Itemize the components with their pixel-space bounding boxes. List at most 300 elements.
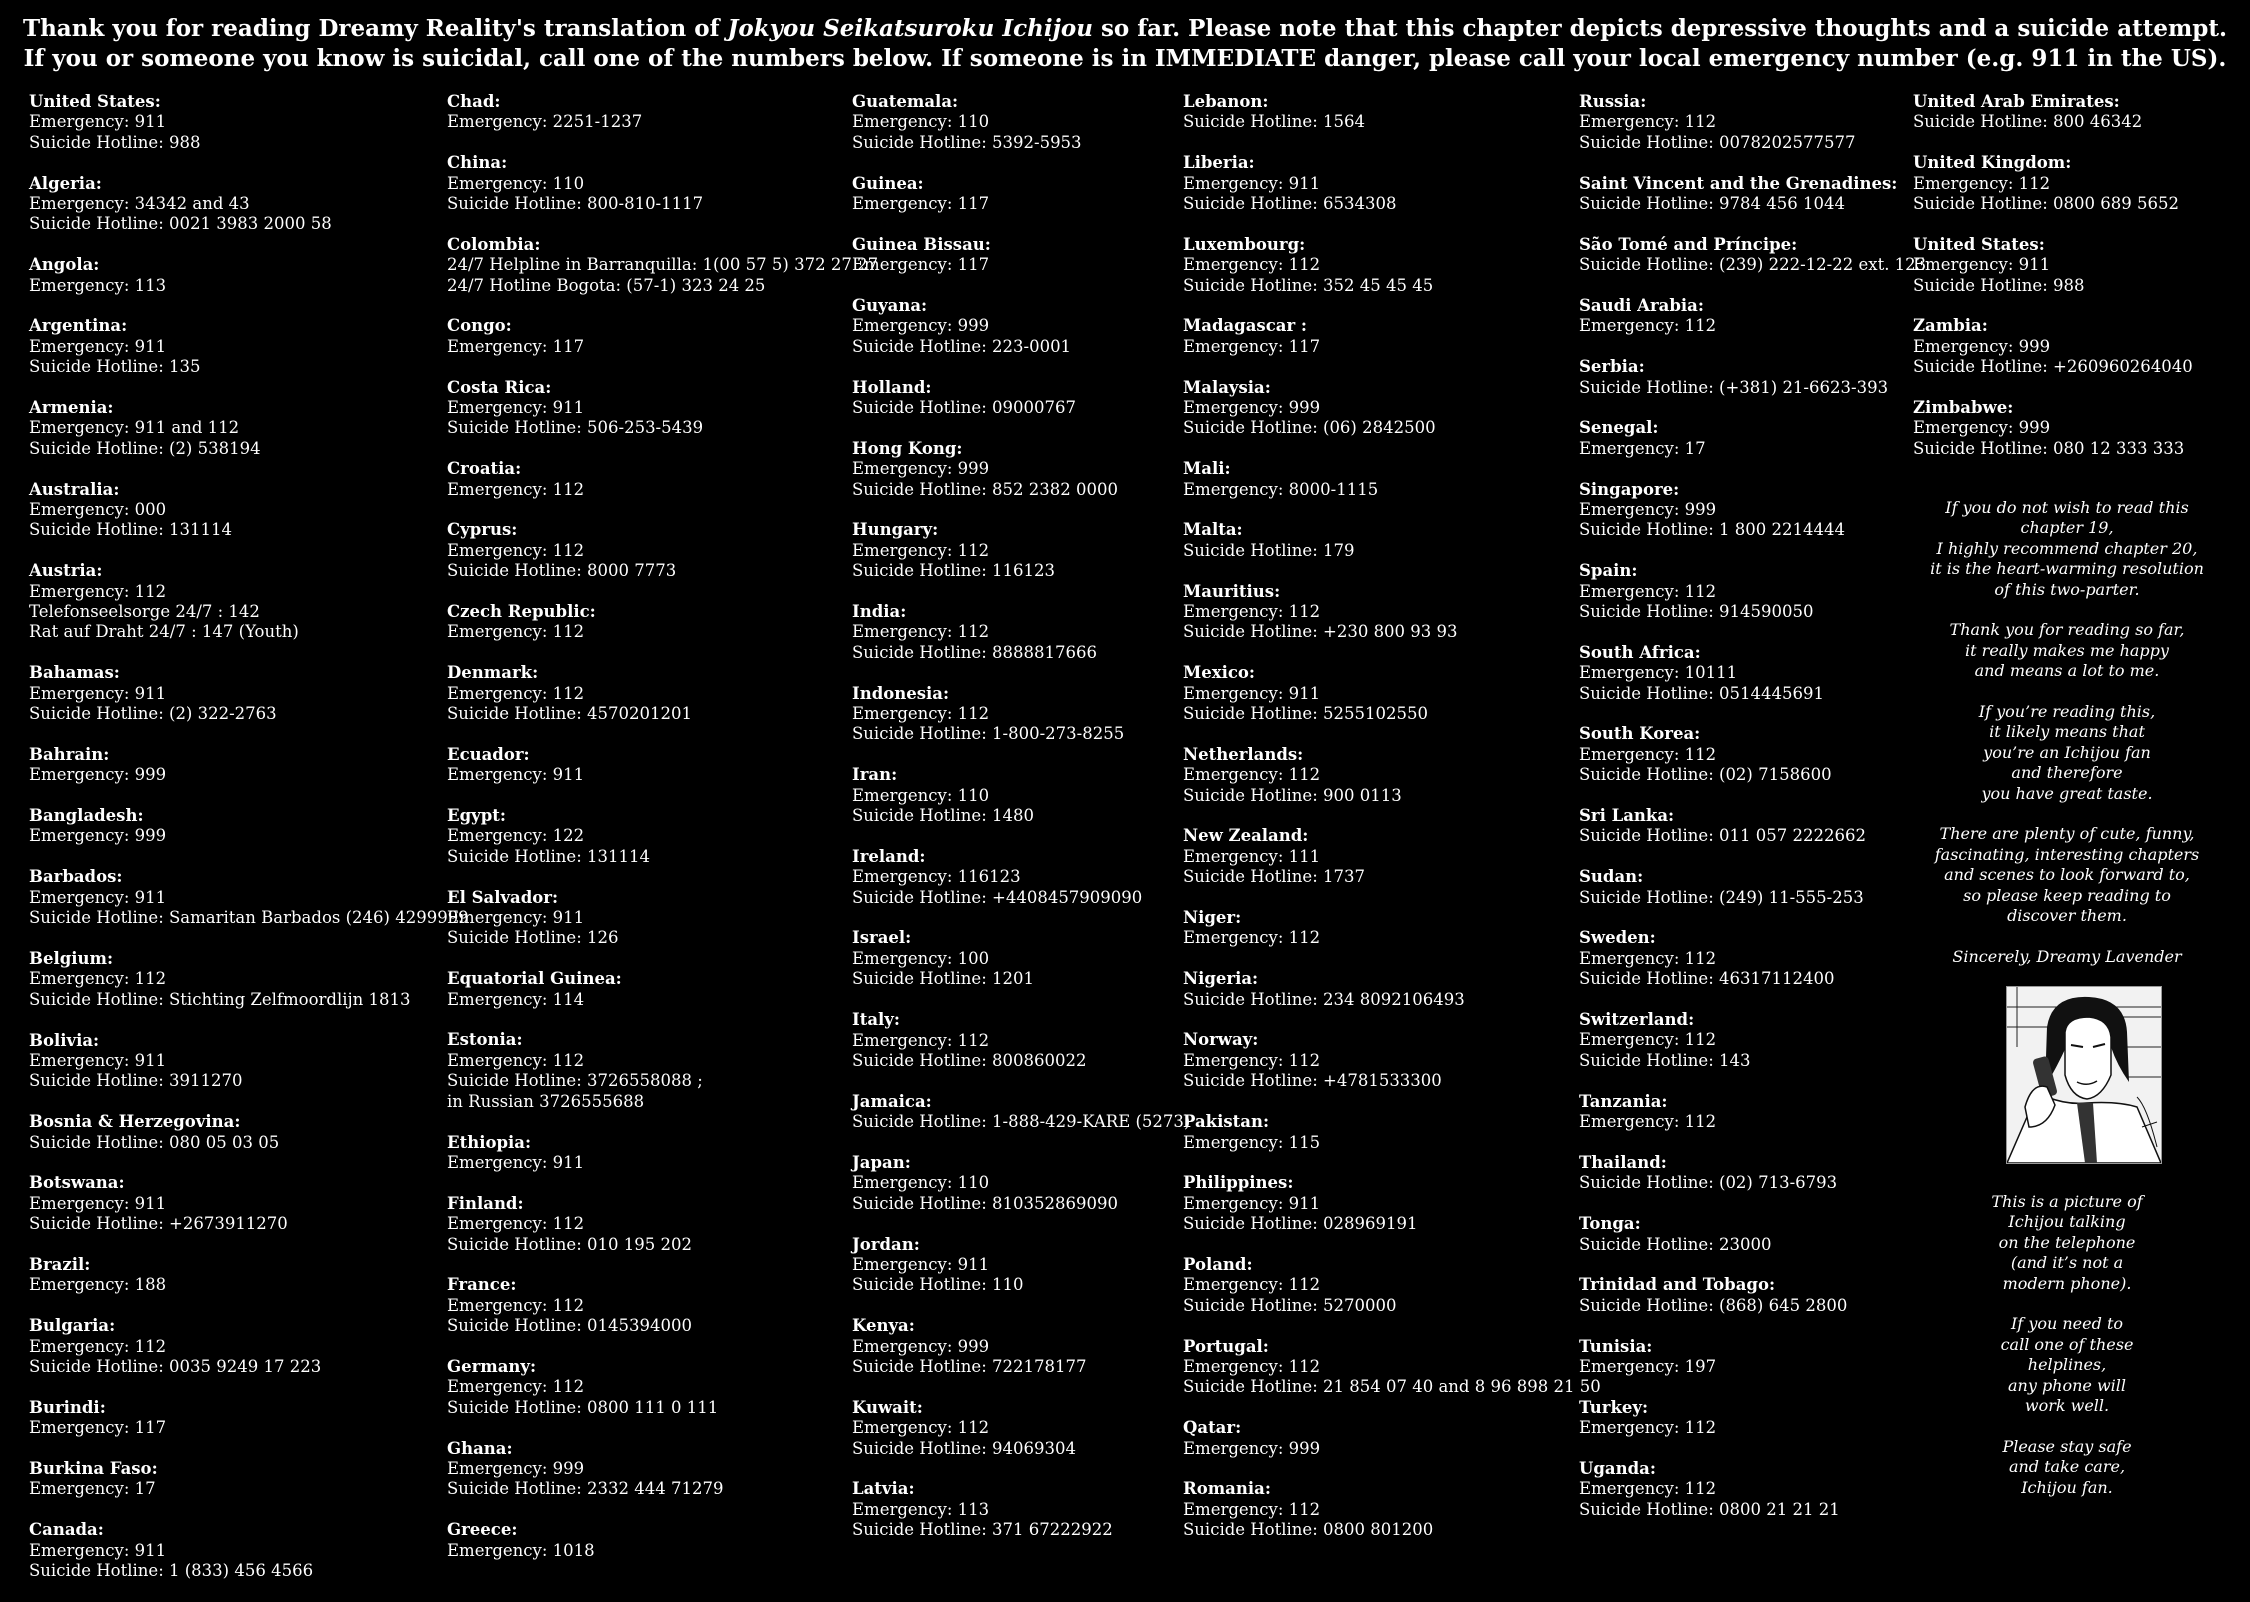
country-name: South Korea:: [1579, 724, 1701, 744]
hotline-number: Emergency: 999: [1183, 1438, 1321, 1458]
hotline-number: Suicide Hotline: 0800 21 21 21: [1579, 1499, 1840, 1519]
hotline-number: Emergency: 911: [852, 1254, 990, 1274]
country-entry: [1183, 1030, 1601, 1091]
hotline-number: Emergency: 999: [1579, 500, 1717, 520]
country-entry: [1579, 92, 1926, 153]
hotline-number: 24/7 Hotline Bogota: (57-1) 323 24 25: [447, 275, 766, 295]
hotline-number: Suicide Hotline: 028969191: [1183, 1214, 1418, 1234]
country-entry: [29, 867, 469, 928]
hotline-number: Emergency: 112: [447, 1050, 585, 1070]
country-name: United States:: [1913, 234, 2045, 254]
hotline-number: Emergency: 112: [1579, 744, 1717, 764]
hotline-number: Emergency: 115: [1183, 1132, 1321, 1152]
hotline-number: Emergency: 112: [1183, 255, 1321, 275]
hotline-number: Suicide Hotline: 800 46342: [1913, 112, 2143, 132]
hotline-number: Suicide Hotline: (249) 11-555-253: [1579, 887, 1864, 907]
country-entry: [1183, 1418, 1601, 1459]
note-paragraph: If you need to call one of these helplines, any phone will work well.: [2000, 1314, 2134, 1416]
country-entry: [1579, 643, 1926, 704]
country-entry: [852, 1398, 1190, 1459]
hotline-number: Suicide Hotline: 94069304: [852, 1438, 1076, 1458]
hotline-number: Emergency: 112: [1579, 1030, 1717, 1050]
hotline-number: Emergency: 113: [852, 1499, 990, 1519]
country-entry: [447, 316, 878, 357]
country-name: Sweden:: [1579, 928, 1656, 948]
hotline-number: Suicide Hotline: 506-253-5439: [447, 418, 704, 438]
country-entry: [29, 398, 469, 459]
country-name: Mali:: [1183, 459, 1231, 479]
hotline-number: Emergency: 911: [447, 1152, 585, 1172]
hotline-number: Suicide Hotline: 179: [1183, 540, 1355, 560]
hotline-number: Emergency: 911: [1183, 683, 1321, 703]
country-entry: [1183, 92, 1601, 133]
hotline-number: Emergency: 911: [29, 336, 167, 356]
country-entry: [1913, 235, 2193, 296]
hotline-number: Suicide Hotline: 1 800 2214444: [1579, 520, 1845, 540]
note-signature: Sincerely, Dreamy Lavender: [1952, 946, 2182, 966]
hotline-number: Emergency: 112: [1183, 1275, 1321, 1295]
hotline-number: Emergency: 112: [447, 1214, 585, 1234]
country-entry: [852, 174, 1190, 215]
hotline-number: Emergency: 17: [29, 1479, 156, 1499]
country-name: El Salvador:: [447, 887, 559, 907]
hotline-number: Emergency: 112: [1183, 1356, 1321, 1376]
hotline-number: Emergency: 17: [1579, 438, 1706, 458]
country-name: Lebanon:: [1183, 92, 1269, 111]
hotline-number: Suicide Hotline: 1564: [1183, 112, 1365, 132]
country-entry: [1579, 235, 1926, 276]
country-entry: [1579, 1459, 1926, 1520]
country-entry: [447, 888, 878, 949]
hotline-number: Suicide Hotline: 143: [1579, 1050, 1751, 1070]
country-name: Tonga:: [1579, 1214, 1641, 1234]
country-name: Romania:: [1183, 1479, 1271, 1499]
hotline-number: Suicide Hotline: 126: [447, 928, 619, 948]
country-name: United Kingdom:: [1913, 153, 2072, 173]
country-entry: [1183, 153, 1601, 214]
hotline-number: in Russian 3726555688: [447, 1091, 645, 1111]
country-name: Indonesia:: [852, 683, 950, 703]
country-entry: [852, 235, 1190, 276]
hotline-number: Emergency: 112: [1579, 948, 1717, 968]
hotline-number: Suicide Hotline: 0800 689 5652: [1913, 194, 2179, 214]
hotline-number: Emergency: 112: [29, 581, 167, 601]
country-name: Mexico:: [1183, 663, 1256, 683]
hotline-number: Emergency: 999: [1183, 398, 1321, 418]
hotline-number: Emergency: 112: [1579, 1479, 1717, 1499]
hotline-number: Emergency: 117: [447, 336, 585, 356]
hotline-number: Emergency: 111: [1183, 846, 1321, 866]
hotline-number: Emergency: 122: [447, 826, 585, 846]
country-entry: [852, 602, 1190, 663]
hotline-number: Emergency: 112: [852, 704, 990, 724]
hotline-number: Suicide Hotline: 0145394000: [447, 1316, 692, 1336]
hotline-column-3: [852, 92, 1190, 1561]
country-entry: [1579, 418, 1926, 459]
country-entry: [447, 806, 878, 867]
hotline-number: Emergency: 911: [447, 765, 585, 785]
country-name: Liberia:: [1183, 153, 1255, 173]
country-name: Congo:: [447, 316, 512, 336]
country-entry: [447, 602, 878, 643]
hotline-number: Suicide Hotline: 46317112400: [1579, 969, 1835, 989]
country-name: Israel:: [852, 928, 912, 948]
country-name: Norway:: [1183, 1030, 1259, 1050]
hotline-number: Suicide Hotline: 810352869090: [852, 1193, 1118, 1213]
hotline-number: Suicide Hotline: 371 67222922: [852, 1520, 1113, 1540]
country-name: Germany:: [447, 1356, 537, 1376]
hotline-number: Suicide Hotline: 1737: [1183, 867, 1365, 887]
country-entry: [1579, 1275, 1926, 1316]
hotline-number: Suicide Hotline: 352 45 45 45: [1183, 275, 1434, 295]
country-name: Ghana:: [447, 1438, 513, 1458]
country-entry: [29, 1112, 469, 1153]
country-entry: [1183, 826, 1601, 887]
hotline-number: Suicide Hotline: 1480: [852, 806, 1034, 826]
country-name: Jordan:: [852, 1234, 920, 1254]
hotline-number: Emergency: 117: [1183, 336, 1321, 356]
country-name: New Zealand:: [1183, 826, 1309, 846]
country-name: Serbia:: [1579, 357, 1645, 377]
country-entry: [1579, 296, 1926, 337]
hotline-number: Emergency: 112: [1183, 765, 1321, 785]
hotline-number: Emergency: 112: [1579, 1418, 1717, 1438]
note-paragraph: Thank you for reading so far, it really makes me happy and means a lot to me.: [1949, 620, 2185, 681]
hotline-number: Emergency: 999: [852, 1336, 990, 1356]
country-entry: [852, 1479, 1190, 1540]
country-name: Sudan:: [1579, 867, 1644, 887]
country-name: Singapore:: [1579, 479, 1680, 499]
country-entry: [447, 520, 878, 581]
hotline-number: Suicide Hotline: Stichting Zelfmoordlijn 1813: [29, 989, 411, 1009]
hotline-number: Emergency: 112: [29, 969, 167, 989]
hotline-column-2: [447, 92, 878, 1581]
hotline-number: Emergency: 110: [852, 1173, 990, 1193]
hotline-number: Suicide Hotline: 988: [1913, 275, 2085, 295]
country-name: Latvia:: [852, 1479, 915, 1499]
hotline-number: Emergency: 112: [1579, 1112, 1717, 1132]
ichijou-telephone-illustration: [2006, 986, 2162, 1164]
hotline-number: Emergency: 911: [29, 1050, 167, 1070]
hotline-number: Emergency: 112: [1913, 173, 2051, 193]
ichijou-telephone-drawing: [2007, 987, 2161, 1163]
hotline-number: Emergency: 999: [29, 826, 167, 846]
hotline-number: Emergency: 116123: [852, 867, 1021, 887]
country-entry: [1913, 398, 2193, 459]
hotline-number: Suicide Hotline: +4408457909090: [852, 887, 1143, 907]
note-paragraph: If you do not wish to read this chapter 19, I highly recommend chapter 20, it is the heart-warming resolution of this two-parter.: [1930, 498, 2204, 599]
country-entry: [447, 92, 878, 133]
country-name: China:: [447, 153, 508, 173]
hotline-number: Emergency: 999: [447, 1458, 585, 1478]
hotline-number: Emergency: 10111: [1579, 663, 1738, 683]
hotline-number: Suicide Hotline: 914590050: [1579, 602, 1814, 622]
country-entry: [1913, 316, 2193, 377]
country-name: São Tomé and Príncipe:: [1579, 234, 1798, 254]
country-entry: [1579, 1214, 1926, 1255]
hotline-number: Suicide Hotline: 5255102550: [1183, 704, 1428, 724]
country-name: Canada:: [29, 1520, 104, 1540]
header-line-1: Thank you for reading Dreamy Reality's translation of Jokyou Seikatsuroku Ichijou so far. Please note that this chapter depicts depressive thoughts and a suicide attempt.: [22, 15, 2228, 42]
country-name: Equatorial Guinea:: [447, 969, 622, 989]
country-entry: [29, 663, 469, 724]
hotline-number: Emergency: 112: [852, 1030, 990, 1050]
hotline-number: Emergency: 1018: [447, 1540, 595, 1560]
country-name: Thailand:: [1579, 1152, 1667, 1172]
hotline-number: Emergency: 911: [29, 112, 167, 132]
note-paragraph: This is a picture of Ichijou talking on the telephone (and it’s not a modern phone).: [1991, 1192, 2143, 1293]
country-entry: [1579, 480, 1926, 541]
country-name: Chad:: [447, 92, 501, 111]
hotline-number: Suicide Hotline: (02) 7158600: [1579, 765, 1832, 785]
country-entry: [1579, 1153, 1926, 1194]
country-name: Guatemala:: [852, 92, 959, 111]
country-entry: [1183, 1173, 1601, 1234]
hotline-number: Emergency: 112: [29, 1336, 167, 1356]
hotline-number: Suicide Hotline: 131114: [29, 520, 232, 540]
hotline-number: Emergency: 188: [29, 1275, 167, 1295]
country-entry: [1913, 153, 2193, 214]
country-name: Kenya:: [852, 1316, 915, 1336]
country-entry: [29, 806, 469, 847]
country-name: Ecuador:: [447, 744, 530, 764]
hotline-number: Emergency: 100: [852, 948, 990, 968]
hotline-number: Emergency: 197: [1579, 1356, 1717, 1376]
country-entry: [29, 1520, 469, 1581]
hotline-number: Suicide Hotline: 011 057 2222662: [1579, 826, 1866, 846]
country-entry: [1579, 1398, 1926, 1439]
country-entry: [447, 745, 878, 786]
country-entry: [447, 663, 878, 724]
country-name: Angola:: [29, 255, 100, 275]
country-name: Niger:: [1183, 908, 1242, 928]
hotline-number: Emergency: 112: [1579, 581, 1717, 601]
hotline-number: Emergency: 911 and 112: [29, 418, 240, 438]
country-name: Croatia:: [447, 459, 522, 479]
country-name: Ethiopia:: [447, 1132, 532, 1152]
country-name: Greece:: [447, 1520, 518, 1540]
country-name: Estonia:: [447, 1030, 523, 1050]
country-name: Guyana:: [852, 296, 928, 316]
country-entry: [852, 1235, 1190, 1296]
hotline-number: Suicide Hotline: +260960264040: [1913, 357, 2193, 377]
hotline-number: Emergency: 112: [1579, 316, 1717, 336]
country-name: Zambia:: [1913, 316, 1988, 336]
hotline-number: Suicide Hotline: 0035 9249 17 223: [29, 1356, 322, 1376]
hotline-number: Suicide Hotline: 800-810-1117: [447, 194, 704, 214]
hotline-number: Suicide Hotline: 21 854 07 40 and 8 96 898 21 50: [1183, 1377, 1601, 1397]
country-entry: [447, 1357, 878, 1418]
country-name: Switzerland:: [1579, 1010, 1695, 1030]
hotline-number: Emergency: 911: [1913, 255, 2051, 275]
hotline-number: Emergency: 999: [852, 459, 990, 479]
hotline-number: Suicide Hotline: +230 800 93 93: [1183, 622, 1458, 642]
country-name: Bolivia:: [29, 1030, 100, 1050]
country-entry: [1579, 561, 1926, 622]
hotline-number: Suicide Hotline: 4570201201: [447, 704, 692, 724]
country-name: Tanzania:: [1579, 1091, 1668, 1111]
country-name: Burkina Faso:: [29, 1458, 158, 1478]
country-entry: [1579, 1337, 1926, 1378]
hotline-number: Suicide Hotline: (239) 222-12-22 ext. 123: [1579, 255, 1927, 275]
hotline-number: Suicide Hotline: 1201: [852, 969, 1034, 989]
country-entry: [1579, 174, 1926, 215]
hotline-number: Emergency: 911: [29, 1540, 167, 1560]
country-name: Russia:: [1579, 92, 1647, 111]
hotline-number: Suicide Hotline: 135: [29, 357, 201, 377]
country-entry: [852, 847, 1190, 908]
hotline-column-4: [1183, 92, 1601, 1561]
country-name: Bosnia & Herzegovina:: [29, 1112, 241, 1132]
hotline-number: Emergency: 112: [447, 540, 585, 560]
hotline-number: Emergency: 117: [29, 1418, 167, 1438]
translator-note: [1912, 498, 2222, 988]
country-entry: [447, 235, 878, 296]
country-name: Iran:: [852, 765, 898, 785]
country-entry: [29, 745, 469, 786]
hotline-number: Suicide Hotline: 010 195 202: [447, 1234, 692, 1254]
hotline-number: Emergency: 113: [29, 275, 167, 295]
hotline-number: Suicide Hotline: 1-888-429-KARE (5273): [852, 1112, 1191, 1132]
country-entry: [1183, 745, 1601, 806]
country-name: Philippines:: [1183, 1173, 1294, 1193]
country-name: Saudi Arabia:: [1579, 296, 1704, 316]
country-name: Spain:: [1579, 561, 1638, 581]
country-entry: [852, 1010, 1190, 1071]
hotline-number: Suicide Hotline: 5392-5953: [852, 132, 1082, 152]
country-entry: [1913, 92, 2193, 133]
country-name: Uganda:: [1579, 1458, 1656, 1478]
hotline-number: Suicide Hotline: +2673911270: [29, 1214, 288, 1234]
country-entry: [852, 296, 1190, 357]
hotline-number: Suicide Hotline: Samaritan Barbados (246) 4299999: [29, 908, 469, 928]
country-entry: [1183, 663, 1601, 724]
country-name: Bangladesh:: [29, 806, 144, 826]
country-name: South Africa:: [1579, 642, 1701, 662]
country-name: Hong Kong:: [852, 438, 963, 458]
hotline-number: Suicide Hotline: 116123: [852, 561, 1055, 581]
hotline-number: Emergency: 34342 and 43: [29, 194, 250, 214]
country-entry: [852, 520, 1190, 581]
hotline-number: Suicide Hotline: 3911270: [29, 1071, 243, 1091]
country-name: Malaysia:: [1183, 377, 1271, 397]
hotline-number: Suicide Hotline: (02) 713-6793: [1579, 1173, 1838, 1193]
country-entry: [29, 1459, 469, 1500]
country-name: Japan:: [852, 1152, 911, 1172]
hotline-number: Suicide Hotline: 0078202577577: [1579, 132, 1856, 152]
country-name: Sri Lanka:: [1579, 806, 1675, 826]
hotline-number: 24/7 Helpline in Barranquilla: 1(00 57 5) 372 27 27: [447, 255, 879, 275]
hotline-column-5: [1579, 92, 1926, 1541]
country-name: Tunisia:: [1579, 1336, 1653, 1356]
hotline-number: Suicide Hotline: 0800 111 0 111: [447, 1397, 719, 1417]
country-entry: [447, 1133, 878, 1174]
country-name: Senegal:: [1579, 418, 1659, 438]
country-name: Armenia:: [29, 398, 114, 418]
hotline-number: Emergency: 000: [29, 500, 167, 520]
hotline-column-6: [1913, 92, 2193, 480]
country-entry: [29, 1255, 469, 1296]
country-name: Netherlands:: [1183, 744, 1304, 764]
country-entry: [1183, 459, 1601, 500]
country-name: Jamaica:: [852, 1091, 932, 1111]
hotline-number: Emergency: 117: [852, 255, 990, 275]
hotline-number: Emergency: 911: [447, 398, 585, 418]
country-name: Burindi:: [29, 1397, 106, 1417]
country-entry: [1579, 806, 1926, 847]
header: [0, 14, 2250, 74]
country-entry: [1183, 316, 1601, 357]
country-name: Hungary:: [852, 520, 939, 540]
hotline-number: Suicide Hotline: (2) 322-2763: [29, 704, 277, 724]
hotline-number: Emergency: 112: [447, 622, 585, 642]
hotline-number: Emergency: 112: [1579, 112, 1717, 132]
country-entry: [29, 92, 469, 153]
country-entry: [852, 378, 1190, 419]
hotline-number: Emergency: 911: [1183, 1193, 1321, 1213]
country-name: Brazil:: [29, 1254, 91, 1274]
country-entry: [29, 255, 469, 296]
hotline-number: Emergency: 8000-1115: [1183, 479, 1379, 499]
country-name: Colombia:: [447, 234, 541, 254]
hotline-number: Emergency: 112: [447, 1295, 585, 1315]
note-paragraph: If you’re reading this, it likely means that you’re an Ichijou fan and therefore you have great taste.: [1978, 702, 2156, 803]
hotline-number: Telefonseelsorge 24/7 : 142: [29, 602, 260, 622]
country-name: Saint Vincent and the Grenadines:: [1579, 173, 1898, 193]
hotline-number: Suicide Hotline: 5270000: [1183, 1295, 1397, 1315]
country-entry: [29, 561, 469, 643]
country-name: Madagascar :: [1183, 316, 1307, 336]
hotline-number: Emergency: 999: [852, 316, 990, 336]
hotline-number: Suicide Hotline: 900 0113: [1183, 785, 1402, 805]
country-entry: [1579, 867, 1926, 908]
hotline-number: Suicide Hotline: (+381) 21-6623-393: [1579, 377, 1889, 397]
hotline-number: Suicide Hotline: 09000767: [852, 398, 1076, 418]
hotline-number: Suicide Hotline: 852 2382 0000: [852, 479, 1118, 499]
country-name: Italy:: [852, 1010, 900, 1030]
country-name: Pakistan:: [1183, 1112, 1270, 1132]
country-entry: [1183, 1337, 1601, 1398]
country-name: Denmark:: [447, 663, 539, 683]
note-paragraph: There are plenty of cute, funny, fascinating, interesting chapters and scenes to look forward to, so please keep reading to discover them.: [1934, 824, 2200, 926]
hotline-number: Suicide Hotline: 8000 7773: [447, 561, 677, 581]
country-entry: [1183, 235, 1601, 296]
country-name: Guinea Bissau:: [852, 234, 991, 254]
header-line-2: If you or someone you know is suicidal, call one of the numbers below. If someone is in IMMEDIATE danger, please call your local emergency number (e.g. 911 in the US).: [23, 45, 2227, 72]
hotline-number: Emergency: 911: [29, 683, 167, 703]
country-entry: [447, 1439, 878, 1500]
note-paragraph: Please stay safe and take care, Ichijou fan.: [2002, 1436, 2132, 1497]
hotline-number: Emergency: 999: [1913, 418, 2051, 438]
country-name: Poland:: [1183, 1254, 1253, 1274]
hotline-number: Emergency: 112: [852, 1418, 990, 1438]
hotline-number: Suicide Hotline: 3726558088 ;: [447, 1071, 703, 1091]
hotline-number: Emergency: 112: [1183, 602, 1321, 622]
hotline-number: Suicide Hotline: 988: [29, 132, 201, 152]
country-entry: [447, 969, 878, 1010]
hotline-number: Suicide Hotline: 2332 444 71279: [447, 1479, 724, 1499]
hotline-number: Suicide Hotline: (06) 2842500: [1183, 418, 1436, 438]
country-entry: [447, 1194, 878, 1255]
country-name: Luxembourg:: [1183, 234, 1306, 254]
country-entry: [1579, 724, 1926, 785]
country-name: Qatar:: [1183, 1418, 1242, 1438]
country-entry: [29, 480, 469, 541]
hotline-number: Suicide Hotline: (868) 645 2800: [1579, 1295, 1848, 1315]
country-name: Holland:: [852, 377, 932, 397]
country-entry: [1579, 1092, 1926, 1133]
country-entry: [1183, 969, 1601, 1010]
